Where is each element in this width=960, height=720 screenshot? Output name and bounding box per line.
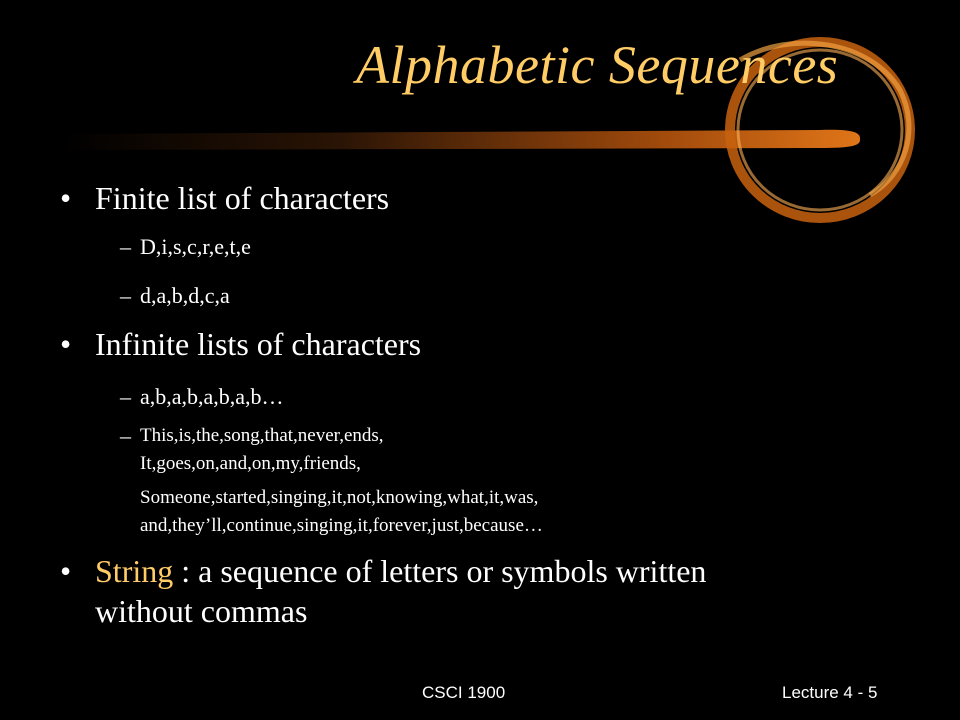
sub-item-text: a,b,a,b,a,b,a,b… — [140, 384, 284, 409]
footer-lecture-number: Lecture 4 - 5 — [782, 683, 878, 702]
song-line: and,they’ll,continue,singing,it,forever,just,because… — [140, 515, 543, 536]
footer-course: CSCI 1900 — [422, 683, 506, 702]
bullet-text: Infinite lists of characters — [95, 326, 422, 362]
dash-marker: – — [120, 234, 131, 259]
song-line: Someone,started,singing,it,not,knowing,what,it,was, — [140, 487, 539, 508]
bullet-text: Finite list of characters — [95, 180, 390, 216]
dash-marker: – — [120, 283, 131, 308]
dash-marker: – — [120, 384, 131, 409]
bullet-marker: • — [60, 553, 72, 589]
dash-marker: – — [120, 423, 131, 448]
sub-item-text: D,i,s,c,r,e,t,e — [140, 234, 251, 259]
song-line: This,is,the,song,that,never,ends, — [140, 425, 384, 446]
slide-title: Alphabetic Sequences — [356, 35, 839, 95]
term-string: String — [95, 553, 174, 589]
bullet-text — [95, 553, 706, 590]
bullet-marker: • — [60, 326, 72, 362]
bullet-marker: • — [60, 180, 72, 216]
definition-text-continued: without commas — [95, 593, 308, 629]
sub-item-text: d,a,b,d,c,a — [140, 283, 230, 308]
song-line: It,goes,on,and,on,my,friends, — [140, 453, 361, 474]
definition-text: : a sequence of letters or symbols written — [173, 553, 707, 589]
